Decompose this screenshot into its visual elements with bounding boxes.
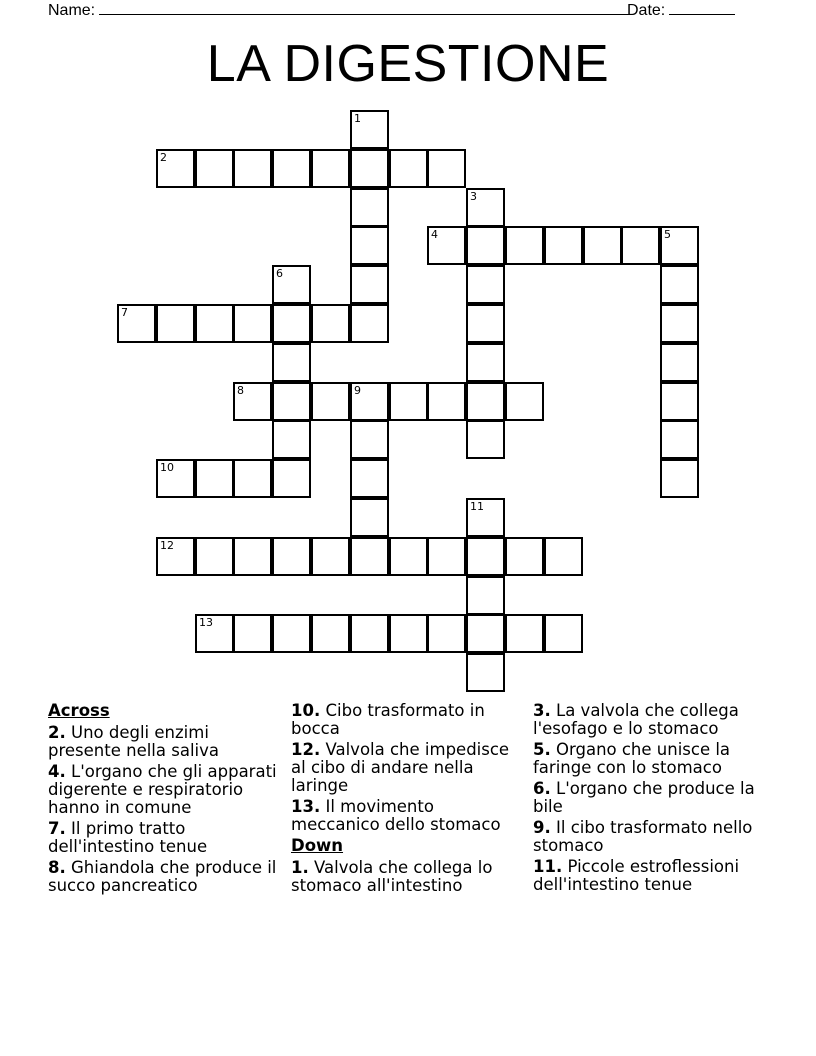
- clue-text: Il primo tratto dell'intestino tenue: [48, 819, 208, 856]
- grid-cell[interactable]: [389, 149, 428, 188]
- grid-cell[interactable]: [389, 614, 428, 653]
- grid-cell[interactable]: [233, 382, 272, 421]
- clue-text: Organo che unisce la faringe con lo stomaco: [533, 740, 731, 777]
- grid-cell[interactable]: [350, 110, 389, 149]
- grid-cell[interactable]: [660, 265, 699, 304]
- grid-cell[interactable]: [350, 382, 389, 421]
- down-heading: Down: [291, 836, 344, 855]
- clue-text: Il cibo trasformato nello stomaco: [533, 818, 753, 855]
- grid-cell[interactable]: [350, 498, 389, 537]
- grid-cell[interactable]: [427, 226, 466, 265]
- clue-down-11: [533, 858, 765, 894]
- grid-cell[interactable]: [272, 614, 311, 653]
- cell-number: 1: [354, 112, 361, 125]
- clue-text: Valvola che collega lo stomaco all'intestino: [291, 858, 493, 895]
- clue-text: La valvola che collega l'esofago e lo stomaco: [533, 701, 739, 738]
- grid-cell[interactable]: [505, 226, 544, 265]
- grid-cell[interactable]: [660, 304, 699, 343]
- clue-across-7: [48, 820, 280, 856]
- clue-text: L'organo che produce la bile: [533, 779, 755, 816]
- grid-cell[interactable]: [505, 382, 544, 421]
- grid-cell[interactable]: [660, 382, 699, 421]
- grid-cell[interactable]: [156, 459, 195, 498]
- clue-number: 6.: [533, 779, 551, 798]
- grid-cell[interactable]: [427, 537, 466, 576]
- grid-cell[interactable]: [505, 614, 544, 653]
- grid-cell[interactable]: [350, 459, 389, 498]
- clue-text: Il movimento meccanico dello stomaco: [291, 797, 501, 834]
- clue-number: 8.: [48, 858, 66, 877]
- grid-cell[interactable]: [621, 226, 660, 265]
- grid-cell[interactable]: [311, 537, 350, 576]
- grid-cell[interactable]: [427, 614, 466, 653]
- clue-down-9: [533, 819, 765, 855]
- grid-cell[interactable]: [195, 537, 234, 576]
- grid-cell[interactable]: [350, 226, 389, 265]
- grid-cell[interactable]: [156, 537, 195, 576]
- grid-cell[interactable]: [466, 498, 505, 537]
- grid-cell[interactable]: [311, 304, 350, 343]
- clue-down-6: [533, 780, 765, 816]
- grid-cell[interactable]: [544, 614, 583, 653]
- grid-cell[interactable]: [660, 226, 699, 265]
- grid-cell[interactable]: [544, 537, 583, 576]
- clue-across-10: [291, 702, 523, 738]
- clue-text: L'organo che gli apparati digerente e respiratorio hanno in comune: [48, 762, 277, 817]
- clue-text: Piccole estroflessioni dell'intestino tenue: [533, 857, 740, 894]
- clue-number: 11.: [533, 857, 563, 876]
- grid-cell[interactable]: [156, 149, 195, 188]
- cell-number: 11: [470, 500, 484, 513]
- grid-cell[interactable]: [505, 537, 544, 576]
- cell-number: 4: [431, 228, 438, 241]
- grid-cell[interactable]: [350, 420, 389, 459]
- grid-cell[interactable]: [427, 382, 466, 421]
- grid-cell[interactable]: [350, 188, 389, 227]
- grid-cell[interactable]: [272, 459, 311, 498]
- clue-across-12: [291, 741, 523, 795]
- grid-cell[interactable]: [272, 265, 311, 304]
- page-title: LA DIGESTIONE: [206, 35, 610, 93]
- grid-cell[interactable]: [272, 304, 311, 343]
- grid-cell[interactable]: [466, 614, 505, 653]
- grid-cell[interactable]: [583, 226, 622, 265]
- grid-cell[interactable]: [350, 614, 389, 653]
- grid-cell[interactable]: [272, 343, 311, 382]
- grid-cell[interactable]: [544, 226, 583, 265]
- clue-number: 12.: [291, 740, 321, 759]
- clue-across-13: [291, 798, 523, 834]
- grid-cell[interactable]: [350, 265, 389, 304]
- grid-cell[interactable]: [389, 537, 428, 576]
- grid-cell[interactable]: [466, 653, 505, 692]
- grid-cell[interactable]: [350, 304, 389, 343]
- cell-number: 8: [237, 384, 244, 397]
- cell-number: 7: [121, 306, 128, 319]
- clue-text: Valvola che impedisce al cibo di andare nella laringe: [291, 740, 510, 795]
- clue-number: 7.: [48, 819, 66, 838]
- clue-number: 5.: [533, 740, 551, 759]
- date-label: Date:: [627, 2, 666, 19]
- clue-number: 4.: [48, 762, 66, 781]
- clue-down-5: [533, 741, 765, 777]
- grid-cell[interactable]: [156, 304, 195, 343]
- grid-cell[interactable]: [350, 149, 389, 188]
- cell-number: 9: [354, 384, 361, 397]
- name-label: Name:: [48, 2, 96, 19]
- grid-cell[interactable]: [466, 304, 505, 343]
- clue-number: 2.: [48, 723, 66, 742]
- grid-cell[interactable]: [117, 304, 156, 343]
- grid-cell[interactable]: [195, 149, 234, 188]
- grid-cell[interactable]: [350, 537, 389, 576]
- grid-cell[interactable]: [311, 382, 350, 421]
- clue-text: Cibo trasformato in bocca: [291, 701, 485, 738]
- clue-across-2: [48, 724, 280, 760]
- grid-cell[interactable]: [272, 537, 311, 576]
- grid-cell[interactable]: [660, 343, 699, 382]
- clues-column-3: [533, 702, 765, 897]
- grid-cell[interactable]: [195, 304, 234, 343]
- across-heading: Across: [48, 701, 110, 720]
- grid-cell[interactable]: [311, 149, 350, 188]
- grid-cell[interactable]: [272, 382, 311, 421]
- clue-across-4: [48, 763, 280, 817]
- grid-cell[interactable]: [195, 459, 234, 498]
- clue-number: 3.: [533, 701, 551, 720]
- grid-cell[interactable]: [233, 304, 272, 343]
- clues-column-1: [48, 702, 280, 898]
- clue-down-1: [291, 859, 523, 895]
- grid-cell[interactable]: [389, 382, 428, 421]
- grid-cell[interactable]: [660, 420, 699, 459]
- clue-number: 10.: [291, 701, 321, 720]
- grid-cell[interactable]: [466, 382, 505, 421]
- cell-number: 6: [276, 267, 283, 280]
- grid-cell[interactable]: [233, 149, 272, 188]
- grid-cell[interactable]: [233, 537, 272, 576]
- grid-cell[interactable]: [466, 226, 505, 265]
- cell-number: 2: [160, 151, 167, 164]
- grid-cell[interactable]: [427, 149, 466, 188]
- grid-cell[interactable]: [466, 537, 505, 576]
- cell-number: 10: [160, 461, 174, 474]
- grid-cell[interactable]: [466, 265, 505, 304]
- grid-cell[interactable]: [660, 459, 699, 498]
- grid-cell[interactable]: [311, 614, 350, 653]
- cell-number: 5: [664, 228, 671, 241]
- cell-number: 12: [160, 539, 174, 552]
- cell-number: 13: [199, 616, 213, 629]
- clues-column-2: [291, 702, 523, 898]
- grid-cell[interactable]: [233, 614, 272, 653]
- clue-number: 1.: [291, 858, 309, 877]
- clue-down-3: [533, 702, 765, 738]
- grid-cell[interactable]: [272, 149, 311, 188]
- grid-cell[interactable]: [466, 576, 505, 615]
- clue-across-8: [48, 859, 280, 895]
- grid-cell[interactable]: [466, 343, 505, 382]
- clue-number: 9.: [533, 818, 551, 837]
- clue-text: Ghiandola che produce il succo pancreatico: [48, 858, 277, 895]
- grid-cell[interactable]: [233, 459, 272, 498]
- cell-number: 3: [470, 190, 477, 203]
- grid-cell[interactable]: [195, 614, 234, 653]
- clue-text: Uno degli enzimi presente nella saliva: [48, 723, 220, 760]
- grid-cell[interactable]: [466, 188, 505, 227]
- grid-cell[interactable]: [466, 420, 505, 459]
- grid-cell[interactable]: [272, 420, 311, 459]
- clue-number: 13.: [291, 797, 321, 816]
